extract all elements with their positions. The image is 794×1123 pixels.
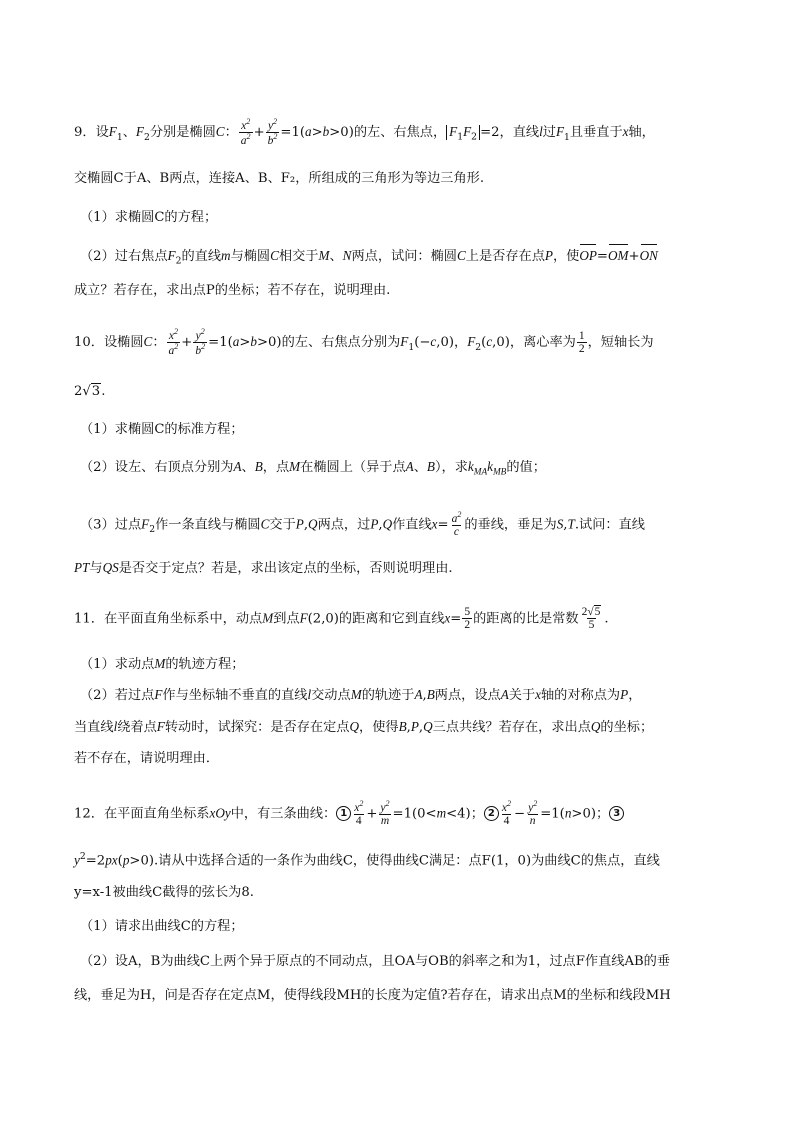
p12-line3: y=x-1被曲线C截得的弦长为8. xyxy=(74,885,254,900)
p9-line2: 交椭圆C于A、B两点，连接A、B、F₂，所组成的三角形为等边三角形. xyxy=(74,171,485,186)
p11-q2: （2）若过点F作与坐标轴不垂直的直线l交动点M的轨迹于A,B两点，设点A关于x轴的对称点为P， xyxy=(80,687,642,703)
p12-q2: （2）设A，B为曲线C上两个异于原点的不同动点，且OA与OB的斜率之和为1，过点F作直线AB的垂 xyxy=(80,954,671,969)
fraction: $\frac{5}{2}$ xyxy=(464,606,471,632)
p9-q2-tail: 成立？若存在，求出点P的坐标；若不存在，说明理由. xyxy=(74,283,391,298)
fraction: $\frac{x^2}{4}$ xyxy=(354,799,364,827)
p9-q2: （2）过右焦点$F_2$的直线m与椭圆C相交于M、N两点，试问：椭圆C上是否存在点P，使OP=OM+ON xyxy=(80,248,658,267)
fraction: $\frac{x^2}{4}$ xyxy=(501,799,512,827)
fraction: $\frac{2√5}{5}$ xyxy=(581,606,601,632)
fraction: $\frac{1}{2}$ xyxy=(578,329,585,355)
fraction: $\frac{y^2}{m}$ xyxy=(380,799,390,827)
circled-number-1: 1 xyxy=(336,806,351,821)
fraction: $\frac{x^2}{a^2}$ xyxy=(168,327,179,357)
p10-line2: 2√3. xyxy=(74,384,106,399)
fraction: $\frac{a^2}{c}$ xyxy=(451,510,462,538)
p10-line1: 10．设椭圆C： $\frac{x^2}{a^2}$ + $\frac{y^2}{b^2}$ =1(a>b>0)的左、右焦点分别为$F_1(-c,0)$，$F_2(c,0)$，离心率为 $\frac{1}{2}$ ，短轴长为 xyxy=(74,327,654,357)
p12-q2-line2: 线，垂足为H，问是否存在定点M，使得线段MH的长度为定值?若存在，请求出点M的坐标和线段MH xyxy=(74,988,671,1003)
p10-q1: （1）求椭圆C的标准方程； xyxy=(80,422,244,437)
fraction: $\frac{y^2}{b^2}$ xyxy=(267,117,278,147)
circled-number-2: 2 xyxy=(484,806,499,821)
circled-number-3: 3 xyxy=(609,806,624,821)
p11-q2-line3: 若不存在，请说明理由． xyxy=(74,751,220,766)
p11-q2-line2: 当直线l绕着点F转动时，试探究：是否存在定点Q，使得B,P,Q三点共线？若存在，求出点Q的坐标； xyxy=(74,719,654,735)
fraction: $\frac{y^2}{n}$ xyxy=(528,799,538,827)
p12-q1: （1）请求出曲线C的方程； xyxy=(80,919,244,934)
fraction: $\frac{y^2}{b^2}$ xyxy=(195,327,206,357)
p9-line1: 9．设$F_1$、$F_2$分别是椭圆C： $\frac{x^2}{a^2}$ + $\frac{y^2}{b^2}$ =1(a>b>0)的左、右焦点， $F_1F_2 =2$，直线l过$F_1$且垂直于x轴， xyxy=(74,117,655,147)
p9-q1: （1）求椭圆C的方程； xyxy=(80,210,218,225)
p10-q2: （2）设左、右顶点分别为A、B，点M在椭圆上（异于点A、B），求$k_{MA}k_{MB}$的值； xyxy=(80,459,546,477)
p10-q3-line2: PT与QS是否交于定点？若是，求出该定点的坐标，否则说明理由. xyxy=(74,560,453,576)
p12-line2: $y^2=2px(p>0)$.请从中选择合适的一条作为曲线C，使得曲线C满足：点F(1，0)为曲线C的焦点，直线 xyxy=(74,851,660,869)
p12-line1: 12．在平面直角坐标系xOy中，有三条曲线： 1 $\frac{x^2}{4}$ + $\frac{y^2}{m}$ =1(0<m<4)； 2 $\frac{x^2}{4}$ − $\frac{y^2}{n}$ =1(n>0)； 3 xyxy=(74,800,724,818)
p11-line1: 11．在平面直角坐标系中，动点M到点F(2,0)的距离和它到直线x= $\frac{5}{2}$ 的距离的比是常数 $\frac{2√5}{5}$ . xyxy=(74,606,609,632)
fraction: $\frac{x^2}{a^2}$ xyxy=(240,117,251,147)
p10-q3: （3）过点$F_2$作一条直线与椭圆C交于P,Q两点，过P,Q作直线x= $\frac{a^2}{c}$ 的垂线，垂足为S,T.试问：直线 xyxy=(80,510,645,538)
p11-q1: （1）求动点M的轨迹方程； xyxy=(80,656,245,672)
